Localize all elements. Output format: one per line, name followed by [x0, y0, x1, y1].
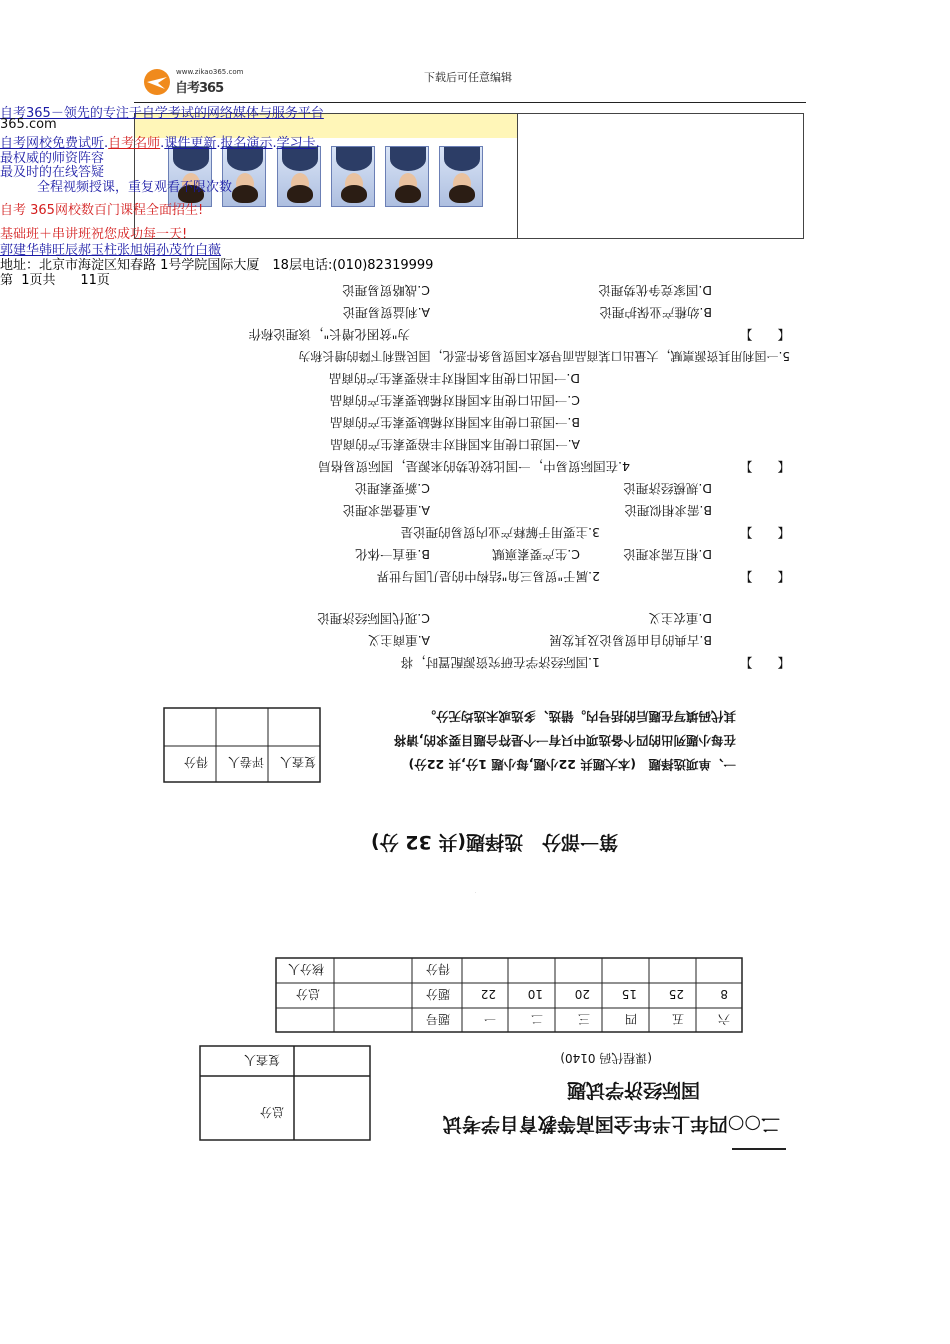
ad-table-divider: [517, 113, 518, 239]
row-score-label: 得分: [425, 962, 450, 976]
score-label: 总分: [295, 987, 320, 1001]
instruction-line: 一、单项选择题 (本大题共 22小题,每小题 1分,共 22分): [408, 757, 736, 772]
logo-name: 自考365: [175, 81, 224, 96]
total-score-label: 总分: [259, 1105, 284, 1119]
bracket: 【 】: [739, 459, 790, 474]
option: D.国家竞争优势理论: [598, 283, 712, 298]
option: D.相互需求理论: [623, 547, 712, 562]
question: 2.属于"贸易三角"结构中的是几国与世界: [376, 569, 600, 584]
bracket: 【 】: [739, 655, 790, 670]
section-pts: 22: [480, 987, 496, 1001]
option: D.规模经济理论: [623, 481, 712, 496]
reviewer-label: 复查人: [243, 1053, 280, 1067]
exam-title: 二○○四年上半年全国高等教育自学考试: [442, 1113, 780, 1135]
section-num: 六: [717, 1012, 730, 1026]
option: C.战略贸易理论: [342, 283, 430, 298]
exam-code: (课程代码 0140): [560, 1051, 652, 1065]
teachers-text[interactable]: 最权威的师资阵容: [0, 151, 105, 166]
question: 5.一国利用其资源禀赋，大量出口某商品而导致本国贸易条件恶化，国民福利下降的增长称为: [298, 349, 790, 363]
teacher-photo[interactable]: [331, 146, 375, 207]
option: C.一国出口使用本国相对稀缺要素生产的商品: [329, 393, 580, 408]
instruction-line: 在每小题列出的四个备选项中只有一个是符合题目要求的,请将: [393, 733, 736, 748]
option: C.生产要素禀赋: [492, 547, 580, 562]
question: 4.在国际贸易中，一国比较优势的来源是，国际贸易格局: [318, 459, 630, 474]
option: D.重农主义: [648, 611, 712, 626]
nav-teachers[interactable]: 自考名师: [108, 136, 161, 151]
option: A.重叠需求理论: [342, 503, 430, 518]
section-pts: 15: [621, 987, 637, 1001]
video-text[interactable]: 全程视频授课，重复观看不限次数: [37, 180, 233, 195]
section-pts: 20: [574, 987, 590, 1001]
mini-checker: 复查人: [279, 755, 316, 769]
option: D.一国出口使用本国相对丰裕要素生产的商品: [328, 371, 580, 386]
bracket: 【 】: [739, 525, 790, 540]
logo-url: www.zikao365.com: [176, 68, 244, 76]
nav-enroll-demo[interactable]: 报名演示: [220, 136, 273, 151]
class-text[interactable]: 基础班＋串讲班祝您成功每一天!: [0, 227, 188, 242]
nav-courseware[interactable]: 课件更新: [164, 136, 217, 151]
section-pts: 10: [527, 987, 543, 1001]
tagline-link[interactable]: 自考365－领先的专注于自学考试的网络媒体与服务平台: [0, 106, 324, 121]
question: 3.主要用于解释产业内贸易的理论是: [400, 525, 600, 540]
section-num: 四: [624, 1012, 637, 1026]
question: 1.国际经济学在研究资源配置时，将: [400, 655, 600, 670]
editable-note: 下载后可任意编辑: [424, 71, 512, 84]
exam-subject: 国际经济学试题: [566, 1079, 700, 1101]
section-num: 二: [530, 1012, 543, 1026]
bracket: 【 】: [739, 569, 790, 584]
answers-text[interactable]: 最及时的在线答疑: [0, 165, 105, 180]
option: C.新要素理论: [354, 481, 430, 496]
scorer-label: 核分人: [287, 962, 324, 976]
teacher-photo[interactable]: [385, 146, 429, 207]
teacher-photo[interactable]: [277, 146, 321, 207]
section-pts: 25: [668, 987, 684, 1001]
nav-study-card[interactable]: 学习卡: [276, 136, 316, 151]
page-number: 第 1页共 11页: [0, 273, 110, 288]
teacher-names-link[interactable]: 郭建华韩旺辰郝玉柱张旭娟孙茂竹白薇: [0, 243, 222, 258]
address: 地址：北京市海淀区知春路 1号学院国际大厦 18层电话:(010)82319999: [0, 258, 434, 273]
option: B.古典的自由贸易论及其发展: [549, 633, 712, 648]
mini-score: 得分: [183, 755, 208, 769]
option: C.现代国际经济理论: [317, 611, 430, 626]
scanned-exam-page: [160, 266, 790, 1158]
enroll-text[interactable]: 自考 365网校数百门课程全面招生!: [0, 203, 204, 218]
instruction-line: 其代码填写在题后的括号内。错选、多选或未选均无分。: [423, 709, 736, 724]
option: A.重商主义: [367, 633, 430, 648]
option: B.幼稚产业保护理论: [599, 305, 712, 320]
nav-free-trial[interactable]: 自考网校免费试听: [0, 136, 105, 151]
domain-text: 365.com: [0, 117, 57, 132]
mini-reviewer: 评卷人: [227, 755, 264, 769]
part-title: 第一部分 选择题(共 32 分): [370, 831, 618, 853]
teacher-photo[interactable]: [439, 146, 483, 207]
section-pts: 8: [720, 987, 728, 1001]
question-note: 为"贫困化增长"，该理论称作: [248, 327, 410, 342]
option: B.一国进口使用本国相对稀缺要素生产的商品: [329, 415, 580, 430]
bracket: 【 】: [739, 327, 790, 342]
row-no-label: 题号: [425, 1012, 450, 1026]
svg-text:.: .: [475, 891, 476, 895]
section-num: 五: [671, 1012, 684, 1026]
option: A.利益贸易理论: [342, 305, 430, 320]
option: B.垂直一体化: [354, 547, 430, 562]
option: A.一国进口使用本国相对丰裕要素生产的商品: [330, 437, 580, 452]
section-num: 一: [483, 1012, 496, 1026]
option: B.需求相似理论: [624, 503, 712, 518]
section-num: 三: [577, 1012, 590, 1026]
nav-row: 自考网校免费试听.自考名师.课件更新.报名演示.学习卡.: [0, 136, 320, 151]
row-pts-label: 题分: [425, 987, 450, 1001]
